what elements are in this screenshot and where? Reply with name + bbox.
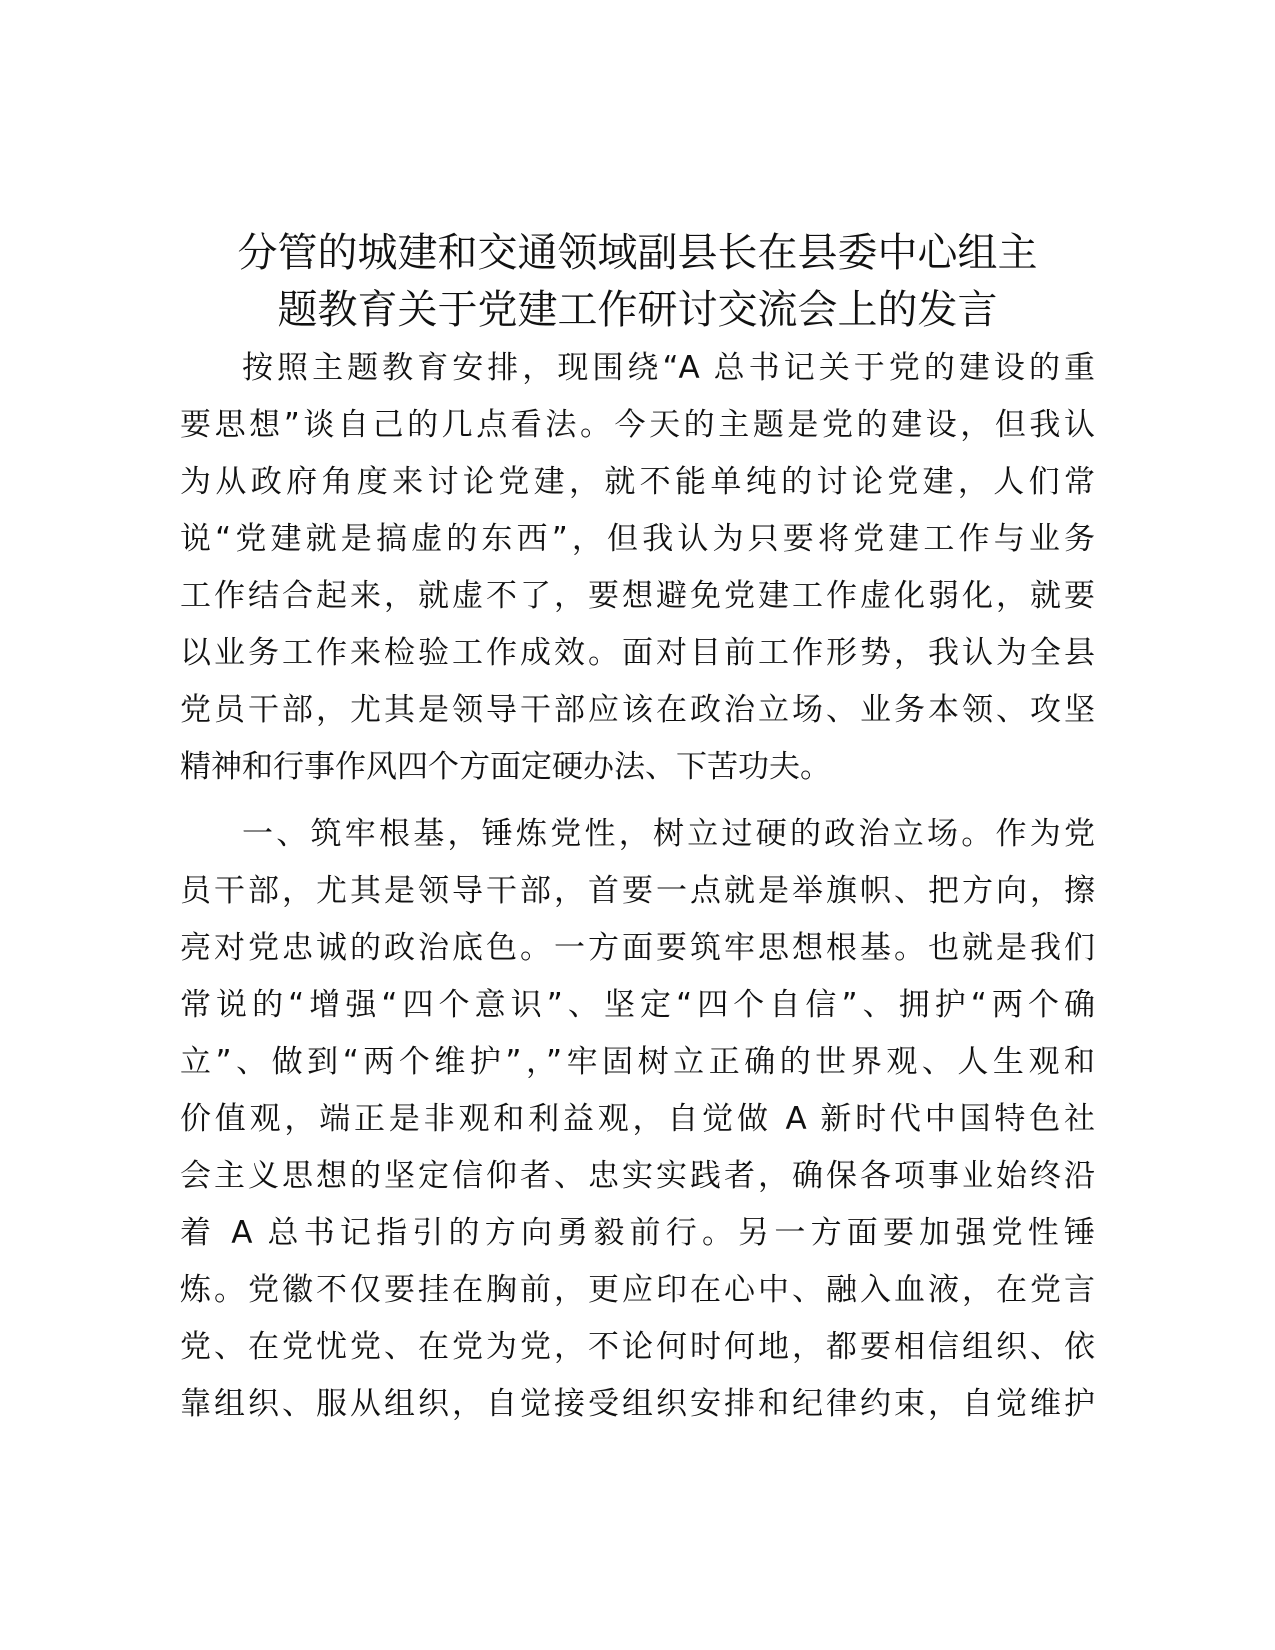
document-title	[180, 225, 1095, 339]
text-line: 工作结合起来，就虚不了，要想避免党建工作虚化弱化，就要	[180, 578, 1095, 614]
text-line: 精神和行事作风四个方面定硬办法、下苦功夫。	[180, 749, 831, 785]
paragraph-section-1	[180, 806, 1095, 1433]
text-line: 党员干部，尤其是领导干部应该在政治立场、业务本领、攻坚	[180, 692, 1095, 728]
document-body	[180, 340, 1095, 1443]
text-line: 价值观，端正是非观和利益观，自觉做 A 新时代中国特色社	[180, 1101, 1095, 1137]
text-line: 亮对党忠诚的政治底色。一方面要筑牢思想根基。也就是我们	[180, 930, 1095, 966]
text-line: 炼。党徽不仅要挂在胸前，更应印在心中、融入血液，在党言	[180, 1272, 1095, 1308]
text-line: 为从政府角度来讨论党建，就不能单纯的讨论党建，人们常	[180, 464, 1095, 500]
text-line: 一、筑牢根基，锤炼党性，树立过硬的政治立场。作为党	[242, 816, 1095, 852]
title-line-1: 分管的城建和交通领域副县长在县委中心组主	[237, 230, 1038, 276]
text-line: 员干部，尤其是领导干部，首要一点就是举旗帜、把方向，擦	[180, 873, 1095, 909]
text-line: 以业务工作来检验工作成效。面对目前工作形势，我认为全县	[180, 635, 1095, 671]
text-line: 立”、做到“两个维护”，”牢固树立正确的世界观、人生观和	[180, 1044, 1095, 1080]
text-line: 常说的“增强“四个意识”、坚定“四个自信”、拥护“两个确	[180, 987, 1095, 1023]
text-line: 按照主题教育安排，现围绕“A 总书记关于党的建设的重	[242, 350, 1095, 386]
text-line: 要思想”谈自己的几点看法。今天的主题是党的建设，但我认	[180, 407, 1095, 443]
text-line: 党、在党忧党、在党为党，不论何时何地，都要相信组织、依	[180, 1329, 1095, 1365]
text-line: 会主义思想的坚定信仰者、忠实实践者，确保各项事业始终沿	[180, 1158, 1095, 1194]
title-line-2: 题教育关于党建工作研讨交流会上的发言	[277, 287, 998, 333]
paragraph-intro	[180, 340, 1095, 796]
text-line: 着 A 总书记指引的方向勇毅前行。另一方面要加强党性锤	[180, 1215, 1095, 1251]
text-line: 靠组织、服从组织，自觉接受组织安排和纪律约束，自觉维护	[180, 1386, 1095, 1422]
text-line: 说“党建就是搞虚的东西”，但我认为只要将党建工作与业务	[180, 521, 1095, 557]
